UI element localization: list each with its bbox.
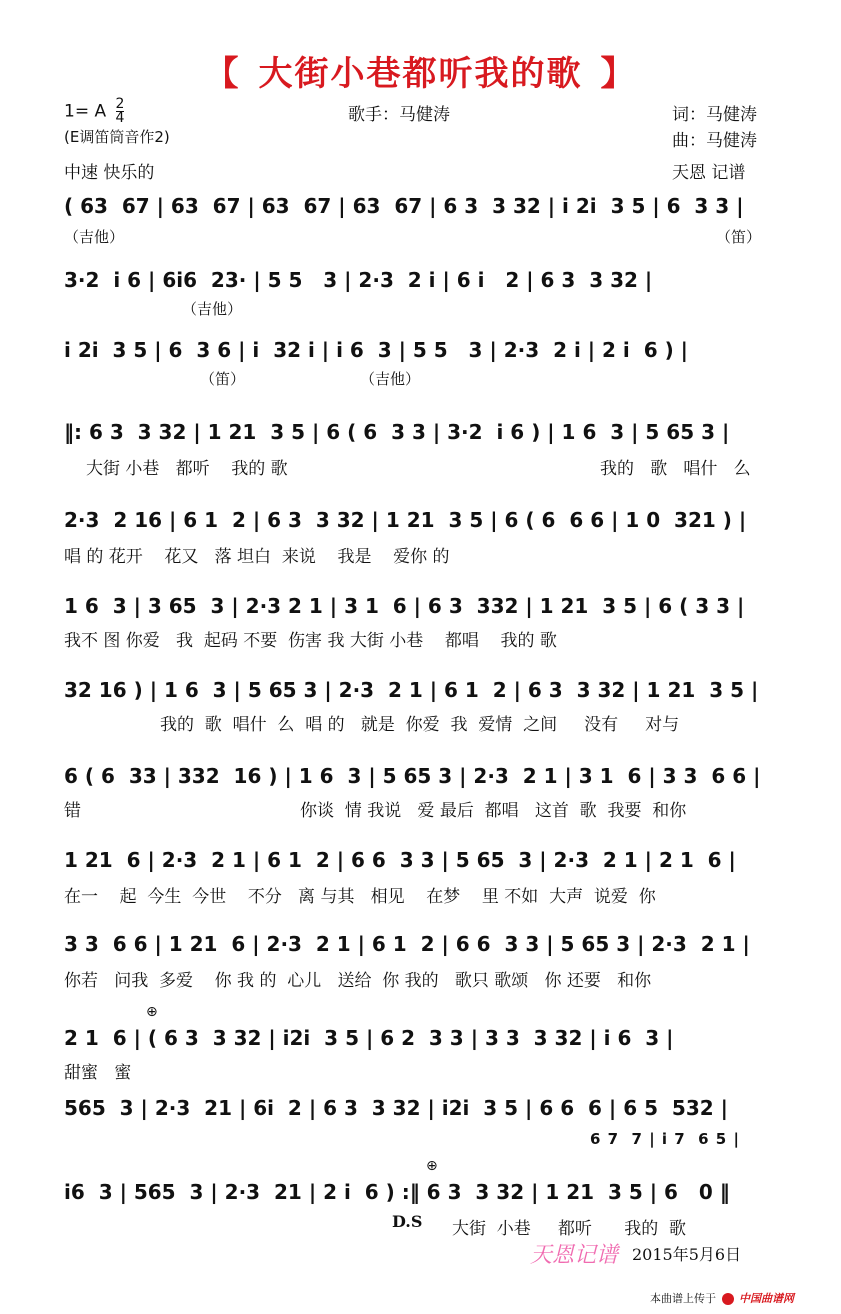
notes: 6 ( 6 33 | 332 16 ) | 1 6 3 | 5 65 3 | 2·3 2 1 | 3 1 6 | 3 3 6 6 | (64, 764, 761, 788)
score-row-5 (64, 508, 784, 532)
footer-site[interactable]: 中国曲谱网 (739, 1292, 794, 1305)
score-row-10 (64, 932, 784, 956)
dal-segno-mark: D.S (392, 1212, 423, 1231)
title-bracket-open: 【 (204, 54, 241, 94)
lyric-row-6: 我不 图 你爱 我 起码 不要 伤害 我 大街 小巷 都唱 我的 歌 (64, 631, 557, 651)
lyric-row-5: 唱 的 花开 花又 落 坦白 来说 我是 爱你 的 (64, 547, 450, 567)
time-bottom: 4 (115, 110, 125, 126)
flute-annotation: （笛） (716, 228, 762, 246)
lyric-row-11: 甜蜜 蜜 (64, 1063, 132, 1083)
title-bracket-close: 】 (600, 54, 637, 94)
score-row-6 (64, 594, 784, 618)
lyric-row-4b: 我的 歌 唱什 么 (600, 459, 751, 479)
score-row-13 (64, 1180, 784, 1204)
notes: 2·3 2 16 | 6 1 2 | 6 3 3 32 | 1 21 3 5 | 6 ( 6 6 6 | 1 0 321 ) | (64, 508, 747, 532)
guitar-annotation: （吉他） (182, 300, 243, 318)
notes: 565 3 | 2·3 21 | 6i 2 | 6 3 3 32 | i2i 3 5 | 6 6 6 | 6 5 532 | (64, 1096, 728, 1120)
notes: ‖: 6 3 3 32 | 1 21 3 5 | 6 ( 6 3 3 | 3·2 i 6 ) | 1 6 3 | 5 65 3 | (64, 420, 730, 444)
score-row-8 (64, 764, 784, 788)
notes: i 2i 3 5 | 6 3 6 | i 32 i | i 6 3 | 5 5 3 | 2·3 2 i | 2 i 6 ) | (64, 338, 688, 362)
date: 2015年5月6日 (632, 1245, 742, 1264)
notes: 3·2 i 6 | 6i6 23· | 5 5 3 | 2·3 2 i | 6 i 2 | 6 3 3 32 | (64, 268, 653, 292)
footer (650, 1290, 794, 1306)
score-row-11 (64, 1026, 784, 1050)
lyric-row-8b: 你谈 情 我说 爱 最后 都唱 这首 歌 我要 和你 (300, 801, 687, 821)
coda-symbol-icon: ⊕ (426, 1158, 438, 1174)
singer: 歌手：马健涛 (348, 105, 450, 125)
transcriber-signature: 天恩记谱 (530, 1243, 619, 1268)
lyric-text: 大街 小巷 都听 我的 歌 (86, 459, 288, 479)
key-label: 1= A (64, 101, 107, 122)
lyric-row-9: 在一 起 今生 今世 不分 离 与其 相见 在梦 里 不如 大声 说爱 你 (64, 887, 656, 907)
lyricist: 词：马健涛 (672, 105, 757, 125)
notes: 32 16 ) | 1 6 3 | 5 65 3 | 2·3 2 1 | 6 1 2 | 6 3 3 32 | 1 21 3 5 | (64, 678, 759, 702)
transcriber: 天恩 记谱 (672, 163, 746, 183)
song-title (0, 46, 841, 95)
footer-prefix: 本曲谱上传于 (650, 1292, 716, 1305)
lyric-row-7: 我的 歌 唱什 么 唱 的 就是 你爱 我 爱情 之间 没有 对与 (160, 715, 680, 735)
guitar-annotation: （吉他） (64, 228, 125, 246)
score-row-2 (64, 268, 784, 292)
sub-notes: 6 7 7 | i 7 6 5 | (590, 1130, 740, 1148)
score-row-1 (64, 194, 784, 218)
composer: 曲：马健涛 (672, 131, 757, 151)
key-signature (64, 98, 124, 125)
score-row-9 (64, 848, 784, 872)
tempo: 中速 快乐的 (64, 163, 155, 183)
coda-symbol-icon: ⊕ (146, 1004, 158, 1020)
guitar-annotation: （吉他） (360, 370, 421, 388)
score-row-3 (64, 338, 784, 362)
notes: 1 6 3 | 3 65 3 | 2·3 2 1 | 3 1 6 | 6 3 332 | 1 21 3 5 | 6 ( 3 3 | (64, 594, 745, 618)
lyric-row-13: 大街 小巷 都听 我的 歌 (452, 1219, 687, 1239)
notes: 2 1 6 | ( 6 3 3 32 | i2i 3 5 | 6 2 3 3 | 3 3 3 32 | i 6 3 | (64, 1026, 674, 1050)
notes: i6 3 | 565 3 | 2·3 21 | 2 i 6 ) :‖ 6 3 3 32 | 1 21 3 5 | 6 0 ‖ (64, 1180, 730, 1204)
score-row-4 (64, 420, 784, 444)
title-text: 大街小巷都听我的歌 (258, 54, 583, 94)
score-row-12 (64, 1096, 784, 1120)
notes: 1 21 6 | 2·3 2 1 | 6 1 2 | 6 6 3 3 | 5 65 3 | 2·3 2 1 | 2 1 6 | (64, 848, 736, 872)
lyric-row-8a: 错 (64, 801, 81, 821)
lyric-row-10: 你若 问我 多爱 你 我 的 心儿 送给 你 我的 歌只 歌颂 你 还要 和你 (64, 971, 652, 991)
score-row-7 (64, 678, 784, 702)
flute-annotation: （笛） (200, 370, 246, 388)
time-top: 2 (115, 96, 125, 112)
tuning-note: (E调笛筒音作2) (64, 128, 170, 146)
notes: 3 3 6 6 | 1 21 6 | 2·3 2 1 | 6 1 2 | 6 6 3 3 | 5 65 3 | 2·3 2 1 | (64, 932, 750, 956)
site-logo-icon (722, 1293, 734, 1305)
time-signature (116, 98, 125, 125)
notes: ( 63 67 | 63 67 | 63 67 | 63 67 | 6 3 3 32 | i 2i 3 5 | 6 3 3 | (64, 194, 744, 218)
